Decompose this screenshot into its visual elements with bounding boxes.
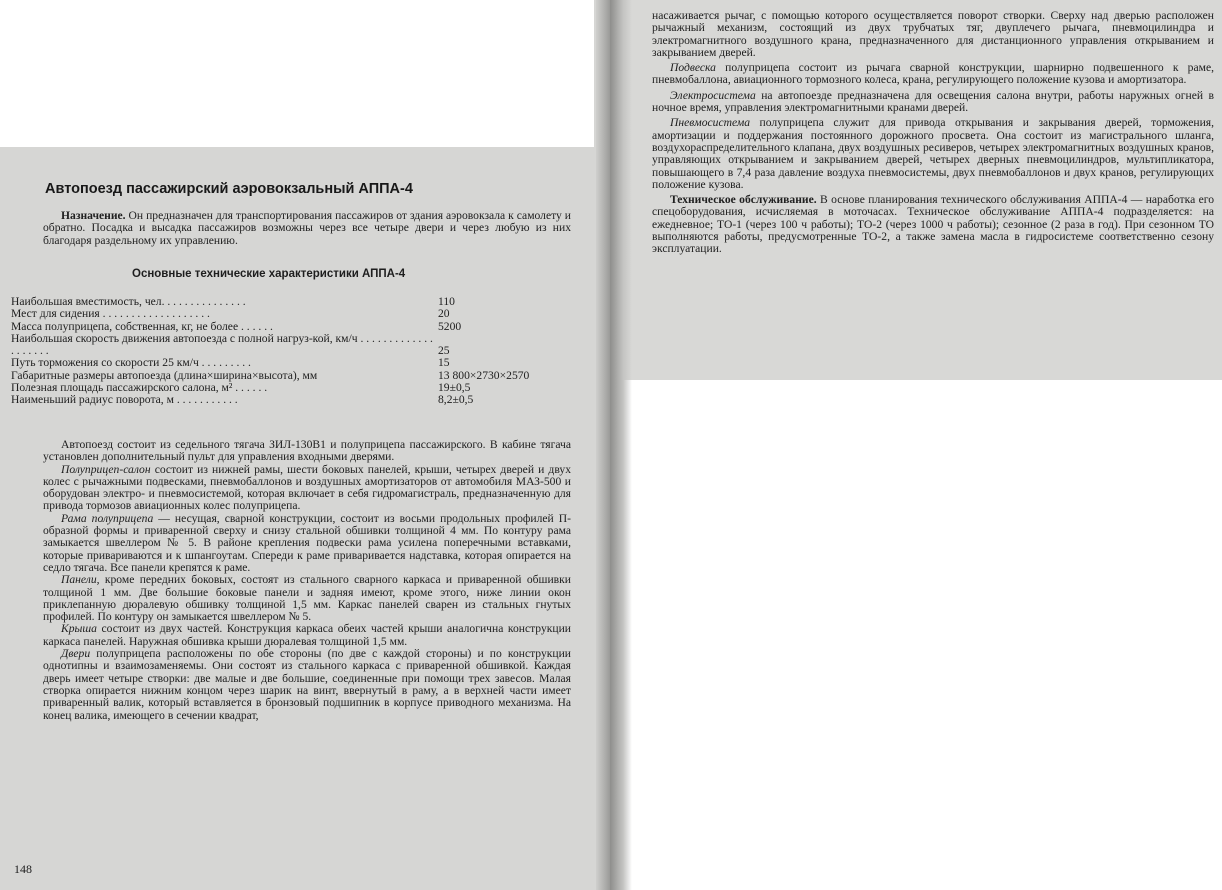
left-body-text [43,439,571,722]
spec-row [11,357,591,369]
spec-row [11,321,591,333]
body-paragraph [652,62,1214,87]
right-page-blank-area [632,380,1222,890]
spec-row [11,308,591,320]
body-paragraph [43,574,571,623]
paragraph-term: Пневмосистема [670,116,751,130]
body-paragraph [652,117,1214,191]
page-title: Автопоезд пассажирский аэровокзальный АППА-4 [45,181,413,197]
page-number: 148 [14,862,32,876]
paragraph-text: насаживается рычаг, с помощью которого осуществляется поворот створки. Сверху над дверью расположен рычажный механизм, состоящий из двух трубчатых тяг, двуплечего рычага, пневмоцилиндра и электромагнитного воздушного крана, предназначенного для дистанционного управления открыванием и закрыванием дверей. [652,9,1214,59]
paragraph-term: Рама полуприцепа [61,511,154,525]
paragraph-text: кроме передних боковых, состоят из стального сварного каркаса и приваренной обшивки толщиной 1 мм. Две большие боковые панели и задняя имеют, кроме этого, ниже линии окон приклепанную дюралевую обшивку толщиной 1,5 мм. Каркас панелей сварен из стальных гнутых профилей. По контуру он замыкается швеллером № 5. [43,573,571,624]
body-paragraph [43,439,571,464]
spec-label: Наибольшая вместимость, чел. . . . . . . . . . . . . . . [11,296,246,308]
body-paragraph [43,464,571,513]
paragraph-text: полуприцепа расположены по обе стороны (по две с каждой стороны) и по конструкции однотипны и взаимозаменяемы. Они состоят из стального каркаса с приваренной обшивкой. Каждая дверь имеет четыре створки: две малые и две большие, соединенные при помощи трех завесов. Малая створка опирается нижним концом через шарик на винт, ввернутый в раму, а в верхней части имеет приваренный валик, который вставляется в бронзовый подшипник в корпусе приводного механизма. На конец валика, имеющего в сечении квадрат, [43,647,571,722]
specs-heading: Основные технические характеристики АППА-4 [132,268,406,280]
spec-row [11,296,591,308]
body-paragraph [43,513,571,574]
paragraph-text: на автопоезде предназначена для освещения салона внутри, работы наружных огней в ночное время, управления электромагнитными кранами дверей. [652,88,1214,115]
spec-label: Масса полуприцепа, собственная, кг, не более . . . . . . [11,320,273,333]
paragraph-term: Крыша [61,622,97,636]
spec-label: Наименьший радиус поворота, м . . . . . . . . . . . [11,394,238,407]
paragraph-term: Электросистема [670,88,756,102]
spec-value: 13 800×2730×2570 [438,368,530,382]
paragraph-text: состоит из нижней рамы, шести боковых панелей, крыши, четырех дверей и двух колес с рычажными подвесками, пневмобаллонов и воздушных амортизаторов от автомобиля МАЗ-500 и оборудован электро- и пневмосистемой, которая включает в себя гидромагистраль, предназначенную для привода тормозов авиационных колес полуприцепа. [43,462,571,513]
purpose-paragraph [43,210,571,247]
paragraph-text: полуприцепа состоит из рычага сварной конструкции, шарнирно подвешенного к раме, пневмобаллона, авиационного тормозного колеса, крана, регулирующего положение кузова и амортизатора. [652,61,1214,87]
spec-value: 15 [438,356,450,370]
body-paragraph [652,10,1214,59]
right-body-text [652,10,1214,256]
spec-label: Путь торможения со скорости 25 км/ч . . . . . . . . . [11,357,251,370]
paragraph-text: полуприцепа служит для привода открывания и закрывания дверей, торможения, амортизации и поддержания постоянного дорожного просвета. Она состоит из магистрального шланга, воздухораспределительного клапана, двух воздушных ресиверов, четырех электромагнитных воздушных кранов, управляющих открыванием и закрыванием дверей, четырех дверных пневмоцилиндров, мультипликатора, повышающего в 7,4 раза давление воздуха пневмосистемы, двух пневмобаллонов и двух кранов, регулирующих положение кузова. [652,116,1214,191]
spec-label: Габаритные размеры автопоезда (длина×ширина×высота), мм [11,369,318,382]
paragraph-text: Автопоезд состоит из седельного тягача ЗИЛ-130В1 и полуприцепа пассажирского. В кабине тягача установлен дополнительный пульт для управления входными дверями. [43,438,571,464]
spec-value: 25 [438,344,450,358]
body-paragraph [43,648,571,722]
left-page-gutter-shadow [596,0,610,890]
left-page-blank-area [0,0,594,147]
paragraph-text: — несущая, сварной конструкции, состоит из восьми продольных профилей П-образной формы и приваренной сверху и снизу стальной обшивки толщиной 4 мм. По контуру рама замыкается швеллером № 5. В районе крепления подвески рама усилена поперечными вставками, которые привариваются и к шпангоутам. Спереди к раме приваривается надставка, которая опирается на седло тягача. Все панели крепятся к раме. [43,511,571,574]
spec-label: Мест для сидения . . . . . . . . . . . . . . . . . . . [11,308,210,321]
purpose-label: Назначение. [61,209,126,222]
paragraph-term: Двери [61,647,91,661]
purpose-text: Он предназначен для транспортирования пассажиров от здания аэровокзала к самолету и обратно. Посадка и высадка пассажиров возможны через все четыре двери и через любую из них благодаря раздельному их управлению. [43,209,571,247]
paragraph-term: Панели, [61,573,100,587]
spec-value: 8,2±0,5 [438,393,474,407]
right-page-gutter-shadow [610,0,632,890]
spec-value: 19±0,5 [438,381,471,395]
paragraph-term: Подвеска [670,61,716,75]
spec-value: 5200 [438,319,462,333]
paragraph-text: состоит из двух частей. Конструкция каркаса обеих частей крыши аналогична конструкции каркаса панелей. Наружная обшивка крыши дюралевая толщиной 1,5 мм. [43,622,571,648]
spec-label: Наибольшая скорость движения автопоезда с полной нагруз-кой, км/ч . . . . . . . . . . . . . . . . . . . . [11,332,433,358]
spec-row [11,333,591,358]
spec-label: Полезная площадь пассажирского салона, м² . . . . . . [11,382,268,395]
body-paragraph [43,623,571,648]
paragraph-term: Полуприцеп-салон [61,462,151,476]
body-paragraph [652,90,1214,115]
paragraph-term: Техническое обслуживание. [670,193,817,207]
specs-table [11,296,591,407]
spec-row [11,382,591,394]
paragraph-text: В основе планирования технического обслуживания АППА-4 — наработка его спецоборудования, исчисляемая в моточасах. Техническое обслуживание АППА-4 подразделяется: на ежедневное; ТО-1 (через 100 ч работы); ТО-2 (через 1000 ч работы); сезонное (2 раза в год). При сезонном ТО выполняются работы, предусмотренные ТО-2, а также замена масла в гидросистеме соответственно сезону эксплуатации. [652,193,1214,256]
spec-row [11,394,591,406]
spec-value: 110 [438,295,455,308]
spec-row [11,370,591,382]
body-paragraph [652,194,1214,255]
spec-value: 20 [438,307,450,321]
